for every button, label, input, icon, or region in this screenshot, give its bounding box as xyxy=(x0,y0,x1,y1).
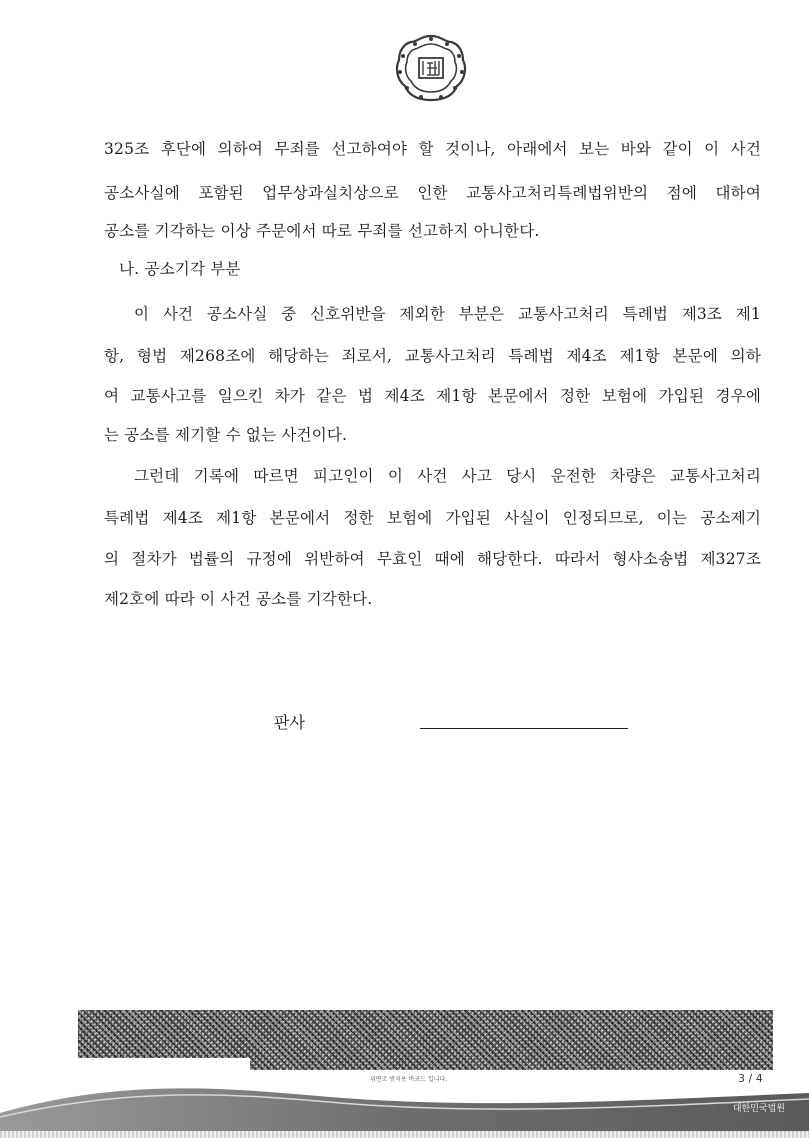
bottom-edge xyxy=(0,1131,809,1138)
body-text-line: 공소를 기각하는 이상 주문에서 따로 무죄를 선고하지 아니한다. xyxy=(104,222,540,240)
footer-band xyxy=(0,1083,809,1131)
body-text-line: 는 공소를 제기할 수 없는 사건이다. xyxy=(104,426,348,444)
body-text-line: 제2호에 따라 이 사건 공소를 기각한다. xyxy=(104,590,373,608)
body-text-line: 공소사실에 포함된 업무상과실치상으로 인한 교통사고처리특례법위반의 점에 대하여 xyxy=(104,184,761,202)
body-text-line: 그런데 기록에 따르면 피고인이 이 사건 사고 당시 운전한 차량은 교통사고처리 xyxy=(134,467,761,485)
body-text-line: 325조 후단에 의하여 무죄를 선고하여야 할 것이나, 아래에서 보는 바와 같이 이 사건 xyxy=(104,140,761,158)
page-number: 3 / 4 xyxy=(738,1072,763,1085)
court-seal-icon xyxy=(389,30,473,106)
footer-organization: 대한민국법원 xyxy=(732,1104,785,1114)
body-text-line: 항, 형법 제268조에 해당하는 죄로서, 교통사고처리 특례법 제4조 제1항 본문에 의하 xyxy=(104,347,761,365)
judge-label: 판사 xyxy=(274,713,305,732)
body-text-line: 의 절차가 법률의 규정에 위반하여 무효인 때에 해당한다. 따라서 형사소송법 제327조 xyxy=(104,550,761,568)
barcode-caption: 위변조 방지용 바코드 입니다. xyxy=(370,1076,448,1083)
signature-line xyxy=(420,728,628,729)
section-heading: 나. 공소기각 부분 xyxy=(119,260,241,278)
body-text-line: 특례법 제4조 제1항 본문에서 정한 보험에 가입된 사실이 인정되므로, 이는 공소제기 xyxy=(104,509,761,527)
body-text-line: 여 교통사고를 일으킨 차가 같은 법 제4조 제1항 본문에서 정한 보험에 가입된 경우에 xyxy=(104,387,761,405)
body-text-line: 이 사건 공소사실 중 신호위반을 제외한 부분은 교통사고처리 특례법 제3조 제1 xyxy=(134,305,761,323)
barcode-mask xyxy=(70,1058,250,1084)
